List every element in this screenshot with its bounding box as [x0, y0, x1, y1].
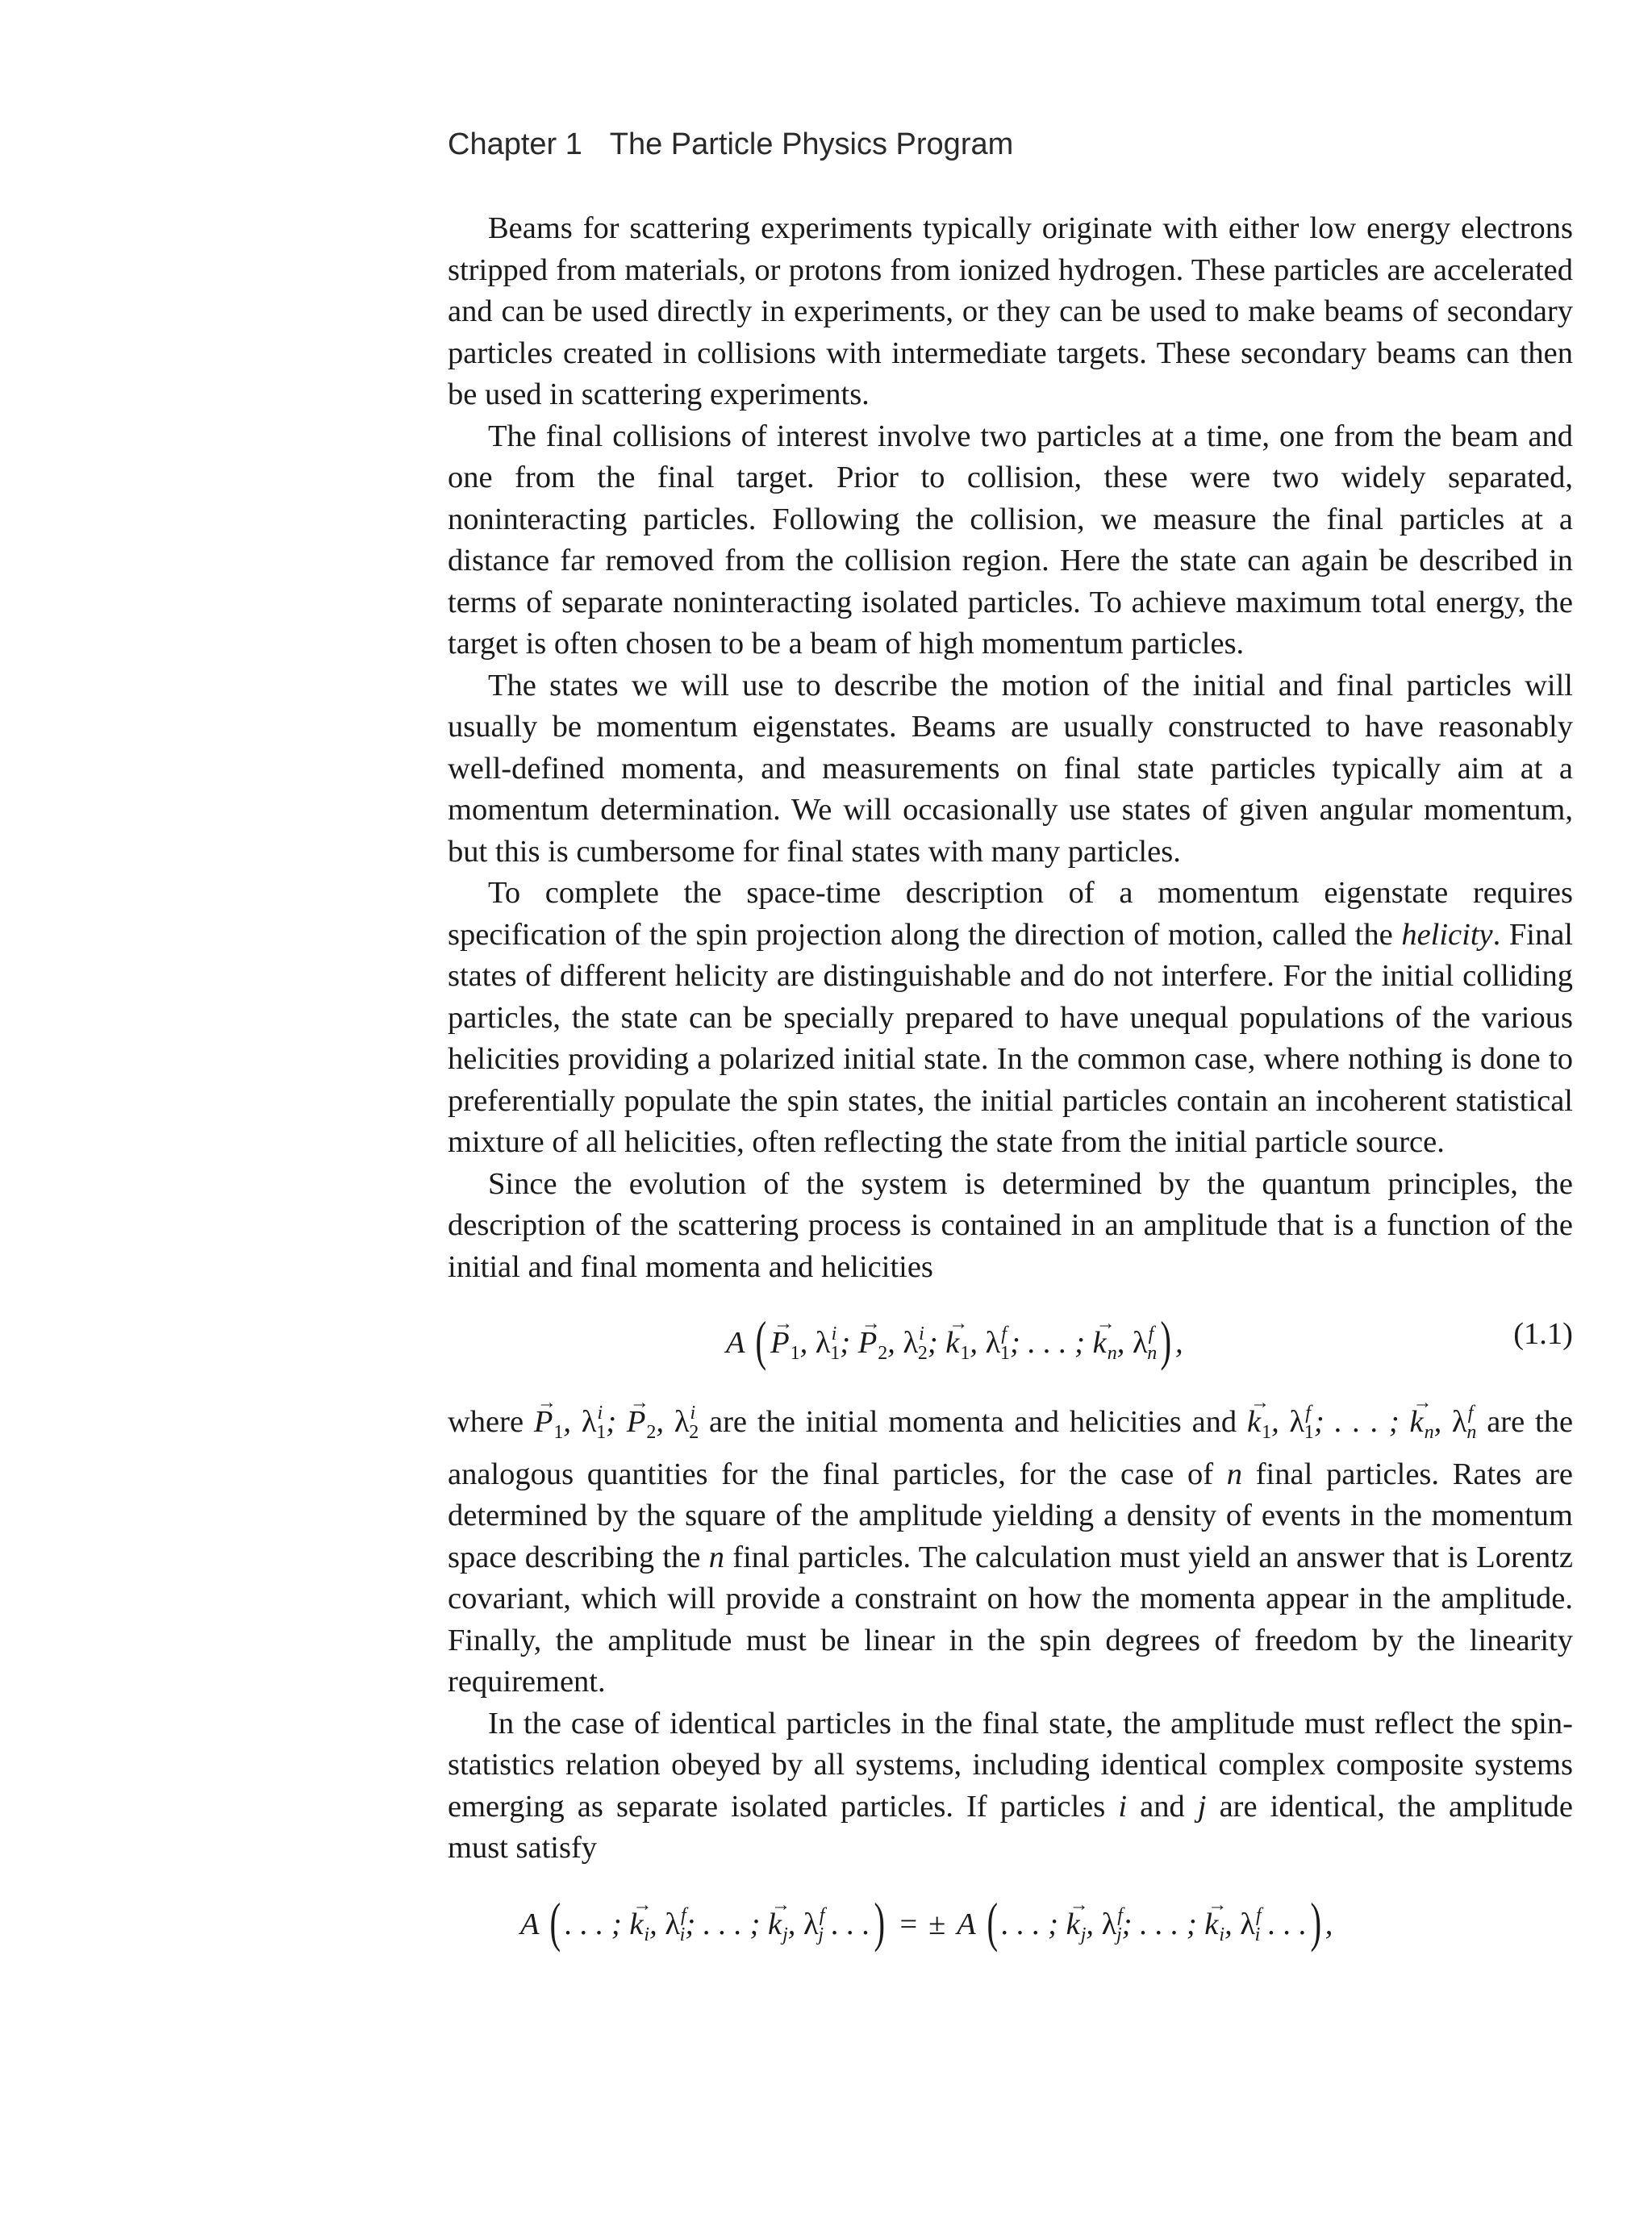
- equation-symmetry-expression: A ( . . . ; → $k_i$, $\lambda^f_i$; . . . ; → $k_j$, $\lambda^f_j$ . . .) = ± A ( . . . ; → $k_j$, $\lambda^f_j$; . . . ; → $k_i$, $\lambda^f_i$ . . .) ,: [520, 1895, 1333, 1957]
- chapter-title: The Particle Physics Program: [609, 127, 1014, 161]
- identical-text-and: and: [1127, 1789, 1198, 1824]
- chapter-label: Chapter 1: [448, 127, 582, 161]
- paragraph-states: The states we will use to describe the motion of the initial and final particles will usually be momentum eigenstates. Beams are usually constructed to have reasonably well-defined momenta, and measurements on final state particles typically aim at a momentum determination. We will occasionally use states of given angular momentum, but this is cumbersome for final states with many particles.: [448, 668, 1573, 869]
- paragraph-where: [448, 1393, 1573, 1703]
- paragraph-amplitude: Since the evolution of the system is determined by the quantum principles, the description of the scattering process is contained in an amplitude that is a function of the initial and final momenta and helicities: [448, 1166, 1573, 1284]
- where-text-initial: are the initial momenta and helicities and: [699, 1405, 1247, 1439]
- inline-math-final: → $k_1$, $\lambda^f_1$; . . . ; → $k_n$, $\lambda^f_n$: [1247, 1405, 1476, 1439]
- paragraph-beams: Beams for scattering experiments typically originate with either low energy electrons stripped from materials, or protons from ionized hydrogen. These particles are accelerated and can be used directly in experiments, or they can be used to make beams of secondary particles created in collisions with intermediate targets. These secondary beams can then be used in scattering experiments.: [448, 211, 1573, 411]
- where-text-rest3: final particles. The calculation must yield an answer that is Lorentz covariant, which will provide a constraint on how the momenta appear in the amplitude. Finally, the amplitude must be linear in the spin degrees of freedom by the linearity requirement.: [448, 1540, 1573, 1699]
- paragraph-collisions: The final collisions of interest involve two particles at a time, one from the beam and one from the final target. Prior to collision, these were two widely separated, noninteracting particles. Following the collision, we measure the final particles at a distance far removed from the collision region. Here the state can again be described in terms of separate noninteracting isolated particles. To achieve maximum total energy, the target is often chosen to be a beam of high momentum particles.: [448, 419, 1573, 661]
- var-i: i: [1118, 1789, 1128, 1824]
- equation-number: (1.1): [1513, 1317, 1573, 1351]
- helicity-term: helicity: [1401, 917, 1493, 952]
- helicity-text-before: To complete the space-time description of a momentum eigenstate requires specification of the spin projection along the direction of motion, called the: [448, 876, 1573, 952]
- var-j: j: [1197, 1789, 1207, 1824]
- where-text-rest: are the analogous quantities for the final particles, for the case of: [448, 1405, 1574, 1491]
- var-n: n: [1226, 1457, 1242, 1491]
- var-n: n: [708, 1540, 724, 1574]
- equation-symmetry: [448, 1884, 1573, 1958]
- inline-math-initial: → $P_1$, $\lambda^i_1$; → $P_2$, $\lambda^i_2$: [534, 1405, 699, 1439]
- paragraph-helicity: [448, 873, 1573, 1164]
- helicity-text-after: . Final states of different helicity are distinguishable and do not interfere. For the initial colliding particles, the state can be specially prepared to have unequal populations of the various helicities providing a polarized initial state. In the common case, where nothing is done to preferentially populate the spin states, the initial particles contain an incoherent statistical mixture of all helicities, often reflecting the state from the initial particle source.: [448, 917, 1573, 1159]
- equation-1-1: [448, 1303, 1573, 1377]
- where-text-rest2: final particles. Rates are determined by the square of the amplitude yielding a density of events in the momentum space describing the: [448, 1457, 1573, 1574]
- identical-text-after: are identical, the amplitude must satisfy: [448, 1789, 1574, 1865]
- paragraph-identical: [448, 1703, 1573, 1870]
- identical-text-before: In the case of identical particles in the final state, the amplitude must reflect the spin-statistics relation obeyed by all systems, including identical complex composite systems emerging as separate isolated particles. If particles: [448, 1706, 1573, 1824]
- word-where: where: [448, 1405, 524, 1439]
- page-body: [448, 208, 1573, 1974]
- equation-1-1-expression: A (→ $P_1$, $\lambda^i_1$; → $P_2$, $\lambda^i_2$; → $k_1$, $\lambda^f_1$; . . . ; → $k_n$, $\lambda^f_n$) ,: [726, 1314, 1183, 1375]
- running-head: [448, 127, 1013, 162]
